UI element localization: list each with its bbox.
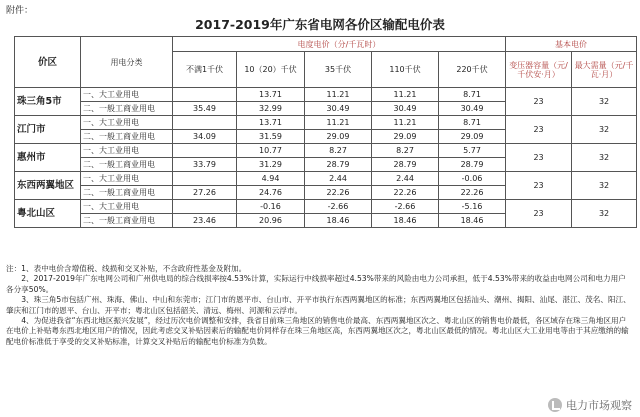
value-cell: 10.77 xyxy=(237,144,305,158)
value-cell: 32 xyxy=(572,116,637,144)
energy-price-header: 电度电价（分/千瓦时） xyxy=(173,37,506,52)
value-cell: 11.21 xyxy=(305,116,372,130)
value-cell: 32 xyxy=(572,88,637,116)
value-cell: 11.21 xyxy=(372,88,439,102)
value-cell: 2.44 xyxy=(305,172,372,186)
value-cell: 20.96 xyxy=(237,214,305,228)
region-cell: 珠三角5市 xyxy=(15,88,81,116)
region-cell: 惠州市 xyxy=(15,144,81,172)
value-cell: 27.26 xyxy=(173,186,237,200)
value-cell: 31.59 xyxy=(237,130,305,144)
value-cell: -0.16 xyxy=(237,200,305,214)
value-cell: 29.09 xyxy=(372,130,439,144)
category-cell: 一、大工业用电 xyxy=(81,144,173,158)
value-cell: 18.46 xyxy=(439,214,506,228)
note-1: 注：1、表中电价含增值税、线损和交叉补贴，不含政府性基金及附加。 xyxy=(6,264,247,273)
value-cell: 11.21 xyxy=(305,88,372,102)
value-cell: 31.29 xyxy=(237,158,305,172)
value-cell: 30.49 xyxy=(372,102,439,116)
category-cell: 二、一般工商业用电 xyxy=(81,102,173,116)
value-cell: 18.46 xyxy=(372,214,439,228)
value-cell: 23 xyxy=(506,172,572,200)
value-cell: 28.79 xyxy=(439,158,506,172)
category-cell: 二、一般工商业用电 xyxy=(81,158,173,172)
value-cell: 13.71 xyxy=(237,116,305,130)
watermark-text: 电力市场观察 xyxy=(566,399,632,412)
value-cell: 30.49 xyxy=(439,102,506,116)
category-cell: 一、大工业用电 xyxy=(81,88,173,102)
value-cell: 11.21 xyxy=(372,116,439,130)
value-cell: 23 xyxy=(506,200,572,228)
note-4: 4、为促进我省“东西北地区振兴发展”，经过历次电价调整和安排，我省目前珠三角地区的销售电价最高、东西两翼地区次之、粤北山区的销售电价最低，各区域存在珠三角地区用户在电价上补贴粤东西北地区用户的情况，因此考虑交叉补贴因素后的输配电价同样存在珠三角地区高，东西两翼地区次之，粤北山区最低的情况。粤北山区大工业用电等由于其应缴纳的输配电价标准低于享受的交叉补贴标准，计算交叉补贴后的输配电价标准为负数。 xyxy=(6,316,629,346)
value-cell: 8.27 xyxy=(372,144,439,158)
region-cell: 江门市 xyxy=(15,116,81,144)
value-cell xyxy=(173,88,237,102)
category-cell: 二、一般工商业用电 xyxy=(81,186,173,200)
value-cell: 18.46 xyxy=(305,214,372,228)
value-cell: 22.26 xyxy=(372,186,439,200)
tariff-table xyxy=(14,36,637,228)
value-cell xyxy=(173,144,237,158)
value-cell: -0.06 xyxy=(439,172,506,186)
page-title: 2017-2019年广东省电网各价区输配电价表 xyxy=(195,17,445,32)
value-cell: 13.71 xyxy=(237,88,305,102)
capacity-price-header: 基本电价 xyxy=(506,37,637,52)
voltage-35kv-header: 35千伏 xyxy=(305,52,372,88)
value-cell: 4.94 xyxy=(237,172,305,186)
value-cell: 22.26 xyxy=(439,186,506,200)
category-cell: 二、一般工商业用电 xyxy=(81,214,173,228)
voltage-220kv-header: 220千伏 xyxy=(439,52,506,88)
value-cell: 32.99 xyxy=(237,102,305,116)
category-cell: 二、一般工商业用电 xyxy=(81,130,173,144)
value-cell: 22.26 xyxy=(305,186,372,200)
value-cell: 30.49 xyxy=(305,102,372,116)
value-cell xyxy=(173,116,237,130)
category-cell: 一、大工业用电 xyxy=(81,172,173,186)
value-cell: 23 xyxy=(506,88,572,116)
value-cell: -2.66 xyxy=(372,200,439,214)
wechat-logo-icon xyxy=(548,398,562,412)
header-row-1 xyxy=(15,37,637,52)
value-cell: 8.71 xyxy=(439,88,506,102)
value-cell: 29.09 xyxy=(439,130,506,144)
watermark xyxy=(548,397,632,413)
voltage-110kv-header: 110千伏 xyxy=(372,52,439,88)
voltage-10kv-header: 10（20）千伏 xyxy=(237,52,305,88)
value-cell: 8.71 xyxy=(439,116,506,130)
transformer-capacity-header: 变压器容量（元/千伏安·月） xyxy=(506,52,572,88)
table-row xyxy=(15,172,637,186)
value-cell: 28.79 xyxy=(305,158,372,172)
table-row xyxy=(15,144,637,158)
value-cell: 23 xyxy=(506,144,572,172)
region-cell: 粤北山区 xyxy=(15,200,81,228)
value-cell xyxy=(173,172,237,186)
value-cell: 2.44 xyxy=(372,172,439,186)
value-cell: 32 xyxy=(572,172,637,200)
region-header: 价区 xyxy=(15,37,81,88)
notes xyxy=(6,264,632,347)
note-2: 2、2017-2019年广东电网公司和广州供电局的综合线损率按4.53%计算，实际运行中线损率超过4.53%带来的风险由电力公司承担，低于4.53%带来的收益由电网公司和电力用户各分享50%。 xyxy=(6,274,626,294)
table-row xyxy=(15,200,637,214)
attachment-label: 附件： xyxy=(6,6,34,16)
value-cell: 23.46 xyxy=(173,214,237,228)
value-cell: -5.16 xyxy=(439,200,506,214)
table-row xyxy=(15,88,637,102)
table-row xyxy=(15,116,637,130)
value-cell: 24.76 xyxy=(237,186,305,200)
value-cell: 33.79 xyxy=(173,158,237,172)
max-demand-header: 最大需量（元/千瓦·月） xyxy=(572,52,637,88)
value-cell: 35.49 xyxy=(173,102,237,116)
value-cell: 34.09 xyxy=(173,130,237,144)
value-cell: -2.66 xyxy=(305,200,372,214)
value-cell: 32 xyxy=(572,144,637,172)
category-header: 用电分类 xyxy=(81,37,173,88)
value-cell: 23 xyxy=(506,116,572,144)
voltage-1kv-header: 不满1千伏 xyxy=(173,52,237,88)
value-cell: 8.27 xyxy=(305,144,372,158)
category-cell: 一、大工业用电 xyxy=(81,200,173,214)
value-cell: 5.77 xyxy=(439,144,506,158)
category-cell: 一、大工业用电 xyxy=(81,116,173,130)
value-cell xyxy=(173,200,237,214)
value-cell: 29.09 xyxy=(305,130,372,144)
value-cell: 28.79 xyxy=(372,158,439,172)
note-3: 3、珠三角5市包括广州、珠海、佛山、中山和东莞市；江门市的恩平市、台山市、开平市执行东西两翼地区的标准；东西两翼地区包括汕头、潮州、揭阳、汕尾、湛江、茂名、阳江、肇庆和江门市的恩平、台山、开平市；粤北山区包括韶关、清远、梅州、河源和云浮市。 xyxy=(6,295,631,315)
region-cell: 东西两翼地区 xyxy=(15,172,81,200)
value-cell: 32 xyxy=(572,200,637,228)
